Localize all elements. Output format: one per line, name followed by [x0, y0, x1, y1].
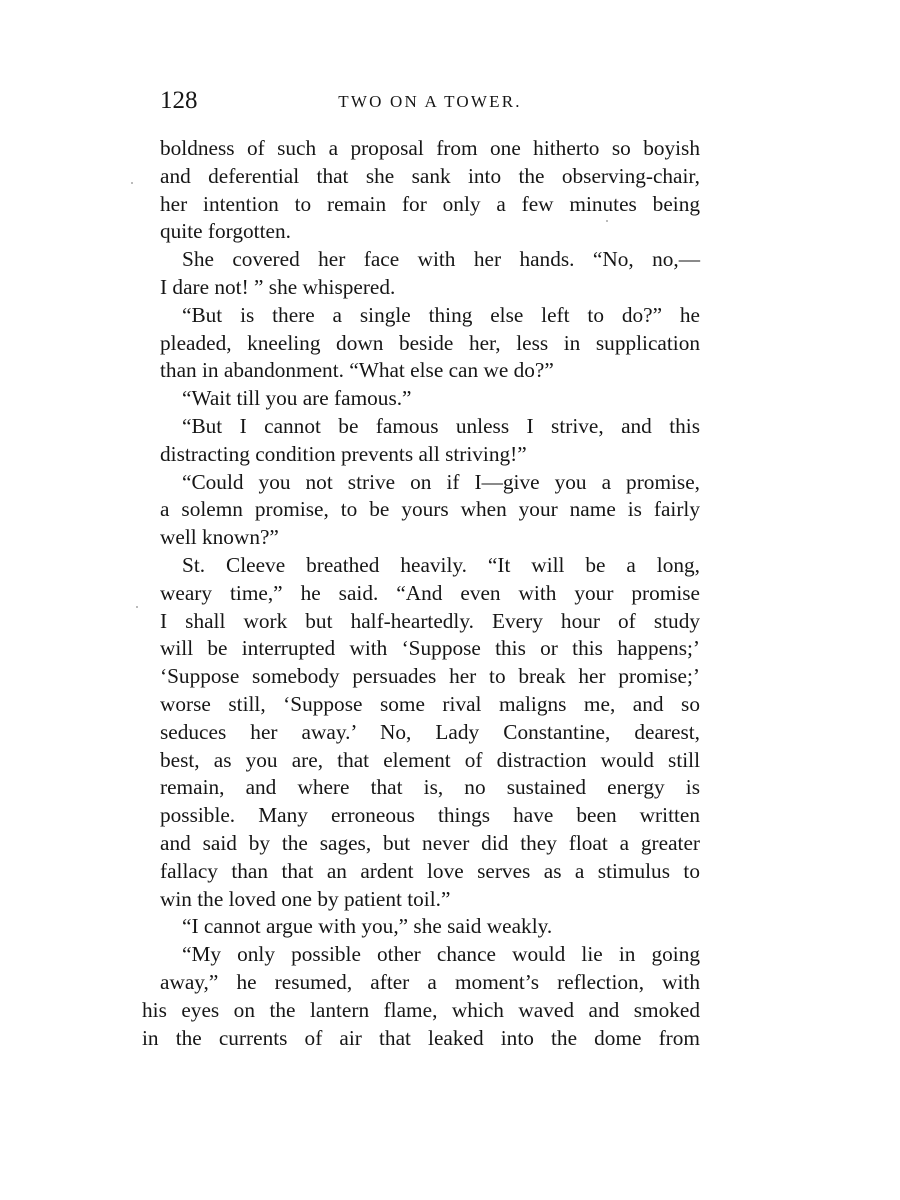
text-line: “But is there a single thing else left to do?” he: [182, 302, 700, 327]
text-line: and said by the sages, but never did they float a greater: [160, 830, 700, 855]
text-line: in the currents of air that leaked into the dome from: [142, 1025, 700, 1050]
text-line: I shall work but half-heartedly. Every hour of study: [160, 608, 700, 633]
body-text: [142, 135, 700, 1052]
text-line: a solemn promise, to be yours when your name is fairly: [160, 497, 700, 522]
text-line: weary time,” he said. “And even with your promise: [160, 580, 700, 605]
text-line: will be interrupted with ‘Suppose this or this happens;’: [160, 636, 700, 661]
text-line: win the loved one by patient toil.”: [160, 886, 451, 911]
text-line: pleaded, kneeling down beside her, less in supplication: [160, 330, 700, 355]
text-line: distracting condition prevents all striving!”: [160, 441, 527, 466]
text-line: seduces her away.’ No, Lady Constantine, dearest,: [160, 719, 700, 744]
text-line: and deferential that she sank into the observing-chair,: [160, 163, 700, 188]
text-line: She covered her face with her hands. “No, no,—: [182, 247, 700, 272]
text-line: worse still, ‘Suppose some rival maligns me, and so: [160, 691, 700, 716]
text-line: away,” he resumed, after a moment’s reflection, with: [160, 969, 700, 994]
scan-speck: [136, 606, 138, 608]
text-line: “Could you not strive on if I—give you a promise,: [182, 469, 700, 494]
text-line: possible. Many erroneous things have been written: [160, 803, 700, 828]
text-line: ‘Suppose somebody persuades her to break her promise;’: [160, 664, 700, 689]
text-line: fallacy than that an ardent love serves as a stimulus to: [160, 858, 700, 883]
running-title: TWO ON A TOWER.: [338, 92, 522, 111]
text-line: her intention to remain for only a few minutes being: [160, 191, 700, 216]
text-line: well known?”: [160, 525, 279, 550]
text-line: boldness of such a proposal from one hitherto so boyish: [160, 136, 700, 160]
text-line: best, as you are, that element of distraction would still: [160, 747, 700, 772]
text-line: “Wait till you are famous.”: [182, 386, 412, 411]
text-line: “My only possible other chance would lie in going: [182, 942, 700, 967]
scan-speck: [131, 182, 133, 184]
text-line: than in abandonment. “What else can we do?”: [160, 358, 554, 383]
text-line: quite forgotten.: [160, 219, 291, 244]
text-line: remain, and where that is, no sustained energy is: [160, 775, 700, 800]
text-line: “But I cannot be famous unless I strive, and this: [182, 413, 700, 438]
text-line: St. Cleeve breathed heavily. “It will be a long,: [182, 552, 700, 577]
text-line: his eyes on the lantern flame, which waved and smoked: [142, 997, 700, 1022]
page-number: 128: [160, 87, 198, 114]
text-line: I dare not! ” she whispered.: [160, 274, 396, 299]
scan-speck: [606, 220, 608, 222]
text-line: “I cannot argue with you,” she said weakly.: [182, 914, 553, 939]
page-header: [160, 86, 700, 116]
